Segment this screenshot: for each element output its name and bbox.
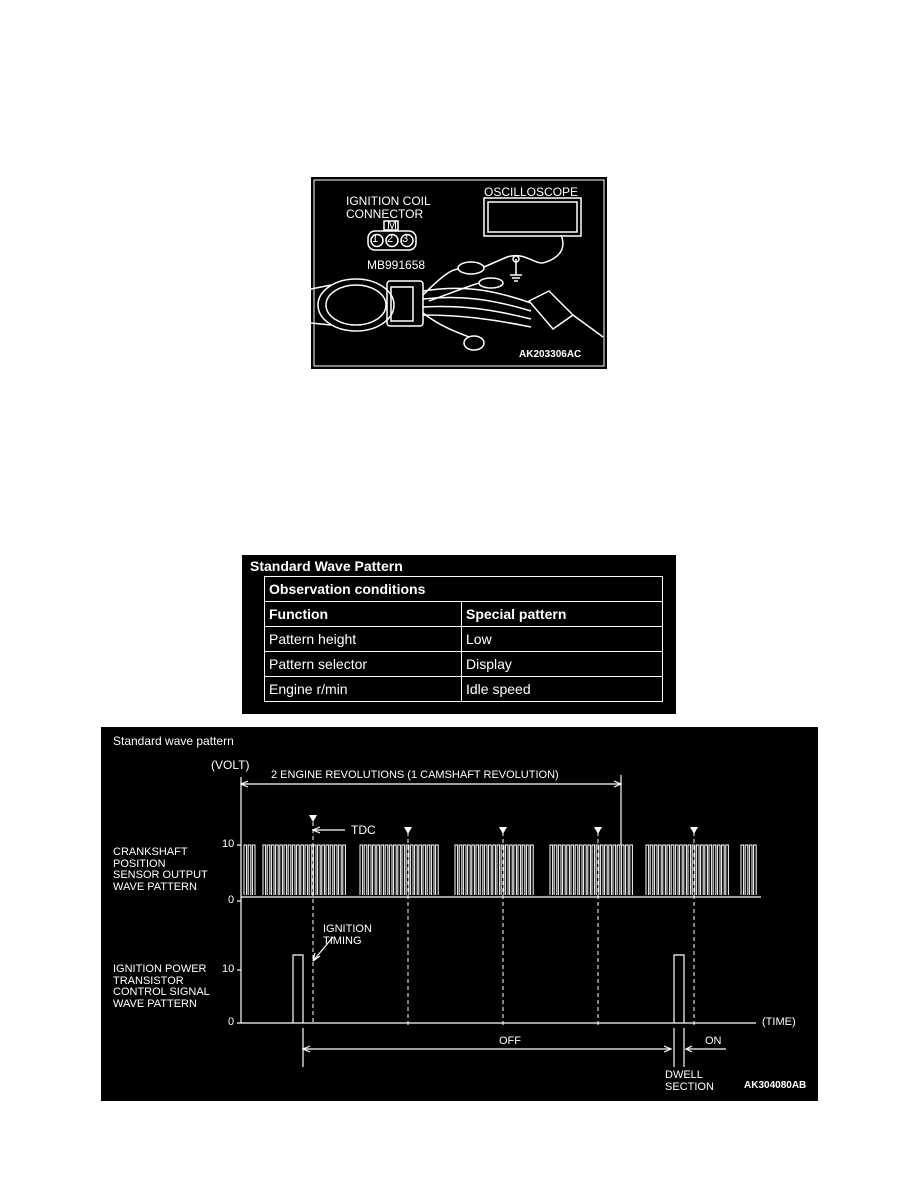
ignition-timing-label: IGNITION TIMING bbox=[323, 923, 372, 947]
span-label: 2 ENGINE REVOLUTIONS (1 CAMSHAFT REVOLUTION) bbox=[271, 769, 559, 781]
tool-number: MB991658 bbox=[367, 258, 426, 272]
crank-tick-10: 10 bbox=[222, 838, 235, 850]
ign-tick-10: 10 bbox=[222, 963, 235, 975]
waveform-diagram bbox=[101, 727, 818, 1101]
crank-tick-0: 0 bbox=[228, 894, 235, 906]
oscilloscope-label: OSCILLOSCOPE bbox=[484, 185, 579, 199]
table-cell: Display bbox=[462, 652, 663, 677]
table-cell: Pattern height bbox=[265, 627, 462, 652]
pin-1: 1 bbox=[372, 233, 379, 245]
table-row bbox=[265, 652, 663, 677]
table-title: Standard Wave Pattern bbox=[250, 558, 403, 574]
dwell-label: DWELL SECTION bbox=[665, 1069, 714, 1093]
volt-label: (VOLT) bbox=[211, 758, 250, 772]
connection-diagram bbox=[311, 177, 607, 369]
crank-label: CRANKSHAFT POSITION SENSOR OUTPUT WAVE PATTERN bbox=[113, 846, 208, 893]
pin-2: 2 bbox=[387, 233, 394, 245]
waveform-title: Standard wave pattern bbox=[113, 734, 234, 748]
table-cell: Pattern selector bbox=[265, 652, 462, 677]
table-row bbox=[265, 627, 663, 652]
table-cell: Low bbox=[462, 627, 663, 652]
waveform-figure-code: AK304080AB bbox=[744, 1080, 807, 1091]
ign-tick-0: 0 bbox=[228, 1016, 235, 1028]
crank-pulse-train bbox=[244, 845, 756, 895]
ignition-label: IGNITION POWER TRANSISTOR CONTROL SIGNAL WAVE PATTERN bbox=[113, 963, 210, 1010]
connector-letter: M bbox=[387, 218, 397, 232]
off-label: OFF bbox=[499, 1035, 521, 1047]
table-row bbox=[265, 677, 663, 702]
on-label: ON bbox=[705, 1035, 722, 1047]
pin-3: 3 bbox=[402, 233, 409, 245]
table-row bbox=[265, 577, 663, 602]
header-function: Function bbox=[265, 602, 462, 627]
figure-code: AK203306AC bbox=[519, 349, 582, 360]
conditions-table bbox=[264, 576, 663, 702]
table-subtitle: Observation conditions bbox=[265, 577, 663, 602]
table-cell: Engine r/min bbox=[265, 677, 462, 702]
table-cell: Idle speed bbox=[462, 677, 663, 702]
time-label: (TIME) bbox=[762, 1016, 796, 1028]
connector-title: IGNITION COIL CONNECTOR bbox=[346, 194, 431, 221]
tdc-label: TDC bbox=[351, 823, 376, 837]
header-special-pattern: Special pattern bbox=[462, 602, 663, 627]
standard-wave-pattern-table bbox=[242, 555, 676, 714]
table-header-row bbox=[265, 602, 663, 627]
